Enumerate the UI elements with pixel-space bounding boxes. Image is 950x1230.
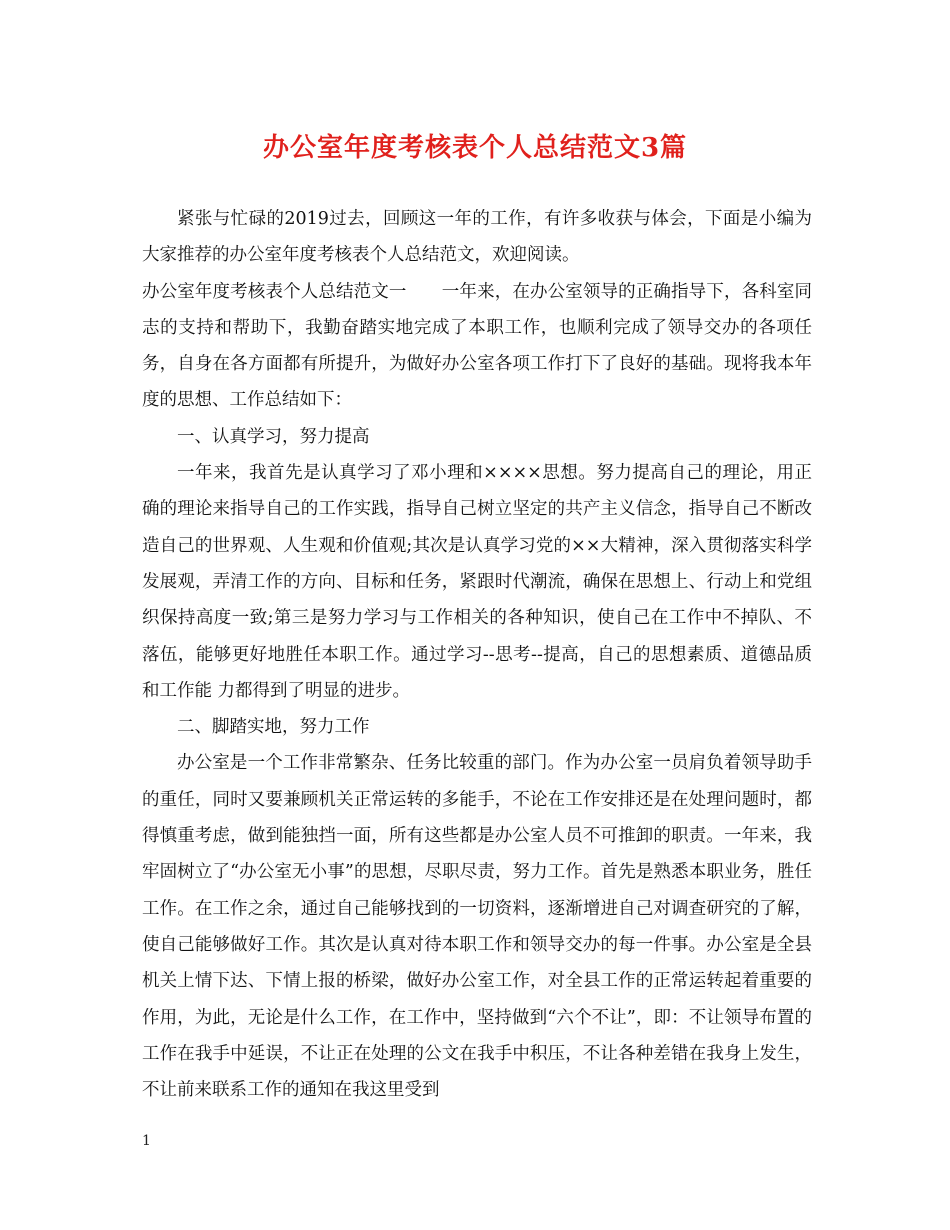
document-title: 办公室年度考核表个人总结范文3篇	[262, 133, 688, 163]
heading-work: 二、脚踏实地，努力工作	[177, 717, 370, 738]
page-number: 1	[142, 1133, 151, 1149]
section-one-intro-paragraph: 办公室年度考核表个人总结范文一 一年来，在办公室领导的正确指导下，各科室同志的支持和帮助下，我勤奋踏实地完成了本职工作，也顺利完成了领导交办的各项任务，自身在各方面都有所提升，为做好办公室各项工作打下了良好的基础。现将我本年度的思想、工作总结如下：	[142, 281, 812, 411]
intro-paragraph: 紧张与忙碌的2019过去，回顾这一年的工作，有许多收获与体会，下面是小编为大家推荐的办公室年度考核表个人总结范文，欢迎阅读。	[142, 209, 812, 266]
heading-study: 一、认真学习，努力提高	[177, 426, 370, 447]
work-paragraph: 办公室是一个工作非常繁杂、任务比较重的部门。作为办公室一员肩负着领导助手的重任，同时又要兼顾机关正常运转的多能手，不论在工作安排还是在处理问题时，都得慎重考虑，做到能独挡一面，所有这些都是办公室人员不可推卸的职责。一年来，我牢固树立了“办公室无小事”的思想，尽职尽责，努力工作。首先是熟悉本职业务，胜任工作。在工作之余，通过自己能够找到的一切资料，逐渐增进自己对调查研究的了解，使自己能够做好工作。其次是认真对待本职工作和领导交办的每一件事。办公室是全县机关上情下达、下情上报的桥梁，做好办公室工作，对全县工作的正常运转起着重要的作用，为此，无论是什么工作，在工作中，坚持做到“六个不让”，即：不让领导布置的工作在我手中延误，不让正在处理的公文在我手中积压，不让各种差错在我身上发生，不让前来联系工作的通知在我这里受到	[142, 753, 812, 1101]
document-body	[142, 201, 812, 1108]
study-paragraph: 一年来，我首先是认真学习了邓小理和××××思想。努力提高自己的理论，用正确的理论来指导自己的工作实践，指导自己树立坚定的共产主义信念，指导自己不断改造自己的世界观、人生观和价值观;其次是认真学习党的××大精神，深入贯彻落实科学发展观，弄清工作的方向、目标和任务，紧跟时代潮流，确保在思想上、行动上和党组织保持高度一致;第三是努力学习与工作相关的各种知识，使自己在工作中不掉队、不落伍，能够更好地胜任本职工作。通过学习--思考--提高，自己的思想素质、道德品质和工作能 力都得到了明显的进步。	[142, 463, 812, 701]
